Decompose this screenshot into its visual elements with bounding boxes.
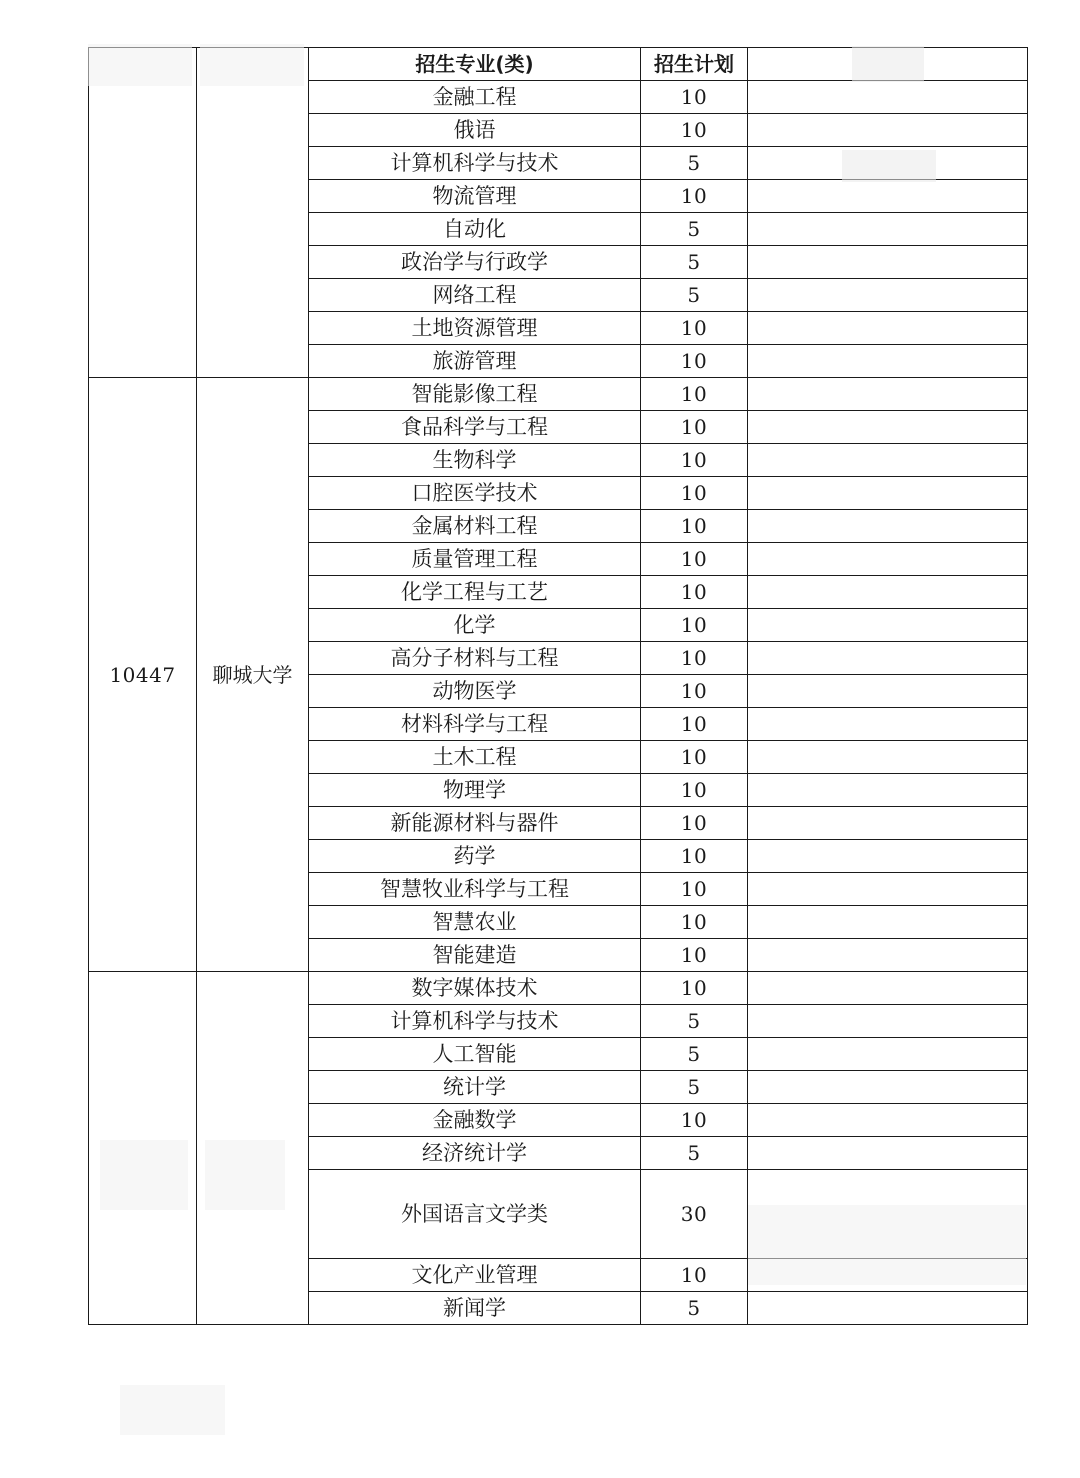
faded-scan-area — [88, 44, 192, 86]
plan-cell: 10 — [641, 642, 748, 675]
major-cell: 数字媒体技术 — [309, 972, 641, 1005]
note-cell — [748, 741, 1028, 774]
major-cell: 新能源材料与器件 — [309, 807, 641, 840]
note-cell — [748, 444, 1028, 477]
enrollment-plan-table — [88, 47, 1028, 1325]
note-cell — [748, 180, 1028, 213]
plan-cell: 10 — [641, 378, 748, 411]
major-cell: 网络工程 — [309, 279, 641, 312]
plan-cell: 10 — [641, 510, 748, 543]
header-plan: 招生计划 — [641, 48, 748, 81]
note-cell — [748, 81, 1028, 114]
note-cell — [748, 774, 1028, 807]
note-cell — [748, 708, 1028, 741]
plan-cell: 10 — [641, 972, 748, 1005]
plan-cell: 5 — [641, 1292, 748, 1325]
plan-cell: 10 — [641, 543, 748, 576]
major-cell: 生物科学 — [309, 444, 641, 477]
header-major: 招生专业(类) — [309, 48, 641, 81]
major-cell: 物理学 — [309, 774, 641, 807]
note-cell — [748, 114, 1028, 147]
note-cell — [748, 1104, 1028, 1137]
note-cell — [748, 543, 1028, 576]
faded-scan-area — [842, 150, 936, 182]
major-cell: 统计学 — [309, 1071, 641, 1104]
faded-scan-area — [100, 1140, 188, 1210]
note-cell — [748, 411, 1028, 444]
major-cell: 土地资源管理 — [309, 312, 641, 345]
plan-cell: 10 — [641, 840, 748, 873]
note-cell — [748, 840, 1028, 873]
major-cell: 口腔医学技术 — [309, 477, 641, 510]
plan-cell: 5 — [641, 1071, 748, 1104]
major-cell: 文化产业管理 — [309, 1259, 641, 1292]
plan-cell: 10 — [641, 444, 748, 477]
major-cell: 智能影像工程 — [309, 378, 641, 411]
plan-cell: 30 — [641, 1170, 748, 1259]
plan-cell: 10 — [641, 1104, 748, 1137]
note-cell — [748, 213, 1028, 246]
plan-cell: 5 — [641, 279, 748, 312]
note-cell — [748, 642, 1028, 675]
note-cell — [748, 378, 1028, 411]
group1-code-cell — [89, 48, 197, 378]
plan-cell: 5 — [641, 1137, 748, 1170]
faded-scan-area — [120, 1385, 225, 1435]
note-cell — [748, 477, 1028, 510]
major-cell: 金融工程 — [309, 81, 641, 114]
school-code-cell: 10447 — [89, 378, 197, 972]
school-name-cell: 聊城大学 — [197, 378, 309, 972]
table-row — [89, 378, 1028, 411]
major-cell: 化学工程与工艺 — [309, 576, 641, 609]
major-cell: 高分子材料与工程 — [309, 642, 641, 675]
note-cell — [748, 1292, 1028, 1325]
note-cell — [748, 675, 1028, 708]
plan-cell: 10 — [641, 345, 748, 378]
plan-cell: 10 — [641, 708, 748, 741]
plan-cell: 10 — [641, 873, 748, 906]
note-cell — [748, 279, 1028, 312]
major-cell: 物流管理 — [309, 180, 641, 213]
major-cell: 智慧农业 — [309, 906, 641, 939]
note-cell — [748, 1038, 1028, 1071]
note-cell — [748, 1137, 1028, 1170]
major-cell: 化学 — [309, 609, 641, 642]
note-cell — [748, 576, 1028, 609]
plan-cell: 10 — [641, 609, 748, 642]
note-cell — [748, 972, 1028, 1005]
faded-scan-area — [200, 44, 304, 86]
major-cell: 计算机科学与技术 — [309, 1005, 641, 1038]
plan-cell: 10 — [641, 81, 748, 114]
plan-cell: 5 — [641, 1038, 748, 1071]
plan-cell: 10 — [641, 312, 748, 345]
plan-cell: 10 — [641, 411, 748, 444]
note-cell — [748, 906, 1028, 939]
note-cell — [748, 345, 1028, 378]
plan-cell: 10 — [641, 675, 748, 708]
plan-cell: 10 — [641, 114, 748, 147]
major-cell: 自动化 — [309, 213, 641, 246]
major-cell: 俄语 — [309, 114, 641, 147]
major-cell: 质量管理工程 — [309, 543, 641, 576]
major-cell: 外国语言文学类 — [309, 1170, 641, 1259]
plan-cell: 10 — [641, 1259, 748, 1292]
major-cell: 智慧牧业科学与工程 — [309, 873, 641, 906]
note-cell — [748, 312, 1028, 345]
table-row — [89, 972, 1028, 1005]
plan-cell: 10 — [641, 906, 748, 939]
major-cell: 药学 — [309, 840, 641, 873]
major-cell: 旅游管理 — [309, 345, 641, 378]
faded-scan-area — [852, 46, 924, 82]
note-cell — [748, 609, 1028, 642]
major-cell: 政治学与行政学 — [309, 246, 641, 279]
group1-school-cell — [197, 48, 309, 378]
note-cell — [748, 1071, 1028, 1104]
major-cell: 计算机科学与技术 — [309, 147, 641, 180]
major-cell: 动物医学 — [309, 675, 641, 708]
plan-cell: 5 — [641, 246, 748, 279]
major-cell: 食品科学与工程 — [309, 411, 641, 444]
major-cell: 土木工程 — [309, 741, 641, 774]
plan-cell: 10 — [641, 807, 748, 840]
plan-cell: 10 — [641, 939, 748, 972]
major-cell: 金融数学 — [309, 1104, 641, 1137]
plan-cell: 10 — [641, 180, 748, 213]
major-cell: 人工智能 — [309, 1038, 641, 1071]
major-cell: 新闻学 — [309, 1292, 641, 1325]
plan-cell: 10 — [641, 477, 748, 510]
major-cell: 材料科学与工程 — [309, 708, 641, 741]
plan-cell: 10 — [641, 741, 748, 774]
note-cell — [748, 939, 1028, 972]
plan-cell: 5 — [641, 213, 748, 246]
major-cell: 经济统计学 — [309, 1137, 641, 1170]
plan-cell: 10 — [641, 576, 748, 609]
major-cell: 智能建造 — [309, 939, 641, 972]
plan-cell: 5 — [641, 1005, 748, 1038]
note-cell — [748, 873, 1028, 906]
faded-scan-area — [748, 1205, 1026, 1285]
faded-scan-area — [205, 1140, 285, 1210]
note-cell — [748, 807, 1028, 840]
plan-cell: 10 — [641, 774, 748, 807]
note-cell — [748, 246, 1028, 279]
major-cell: 金属材料工程 — [309, 510, 641, 543]
plan-cell: 5 — [641, 147, 748, 180]
note-cell — [748, 510, 1028, 543]
note-cell — [748, 1005, 1028, 1038]
